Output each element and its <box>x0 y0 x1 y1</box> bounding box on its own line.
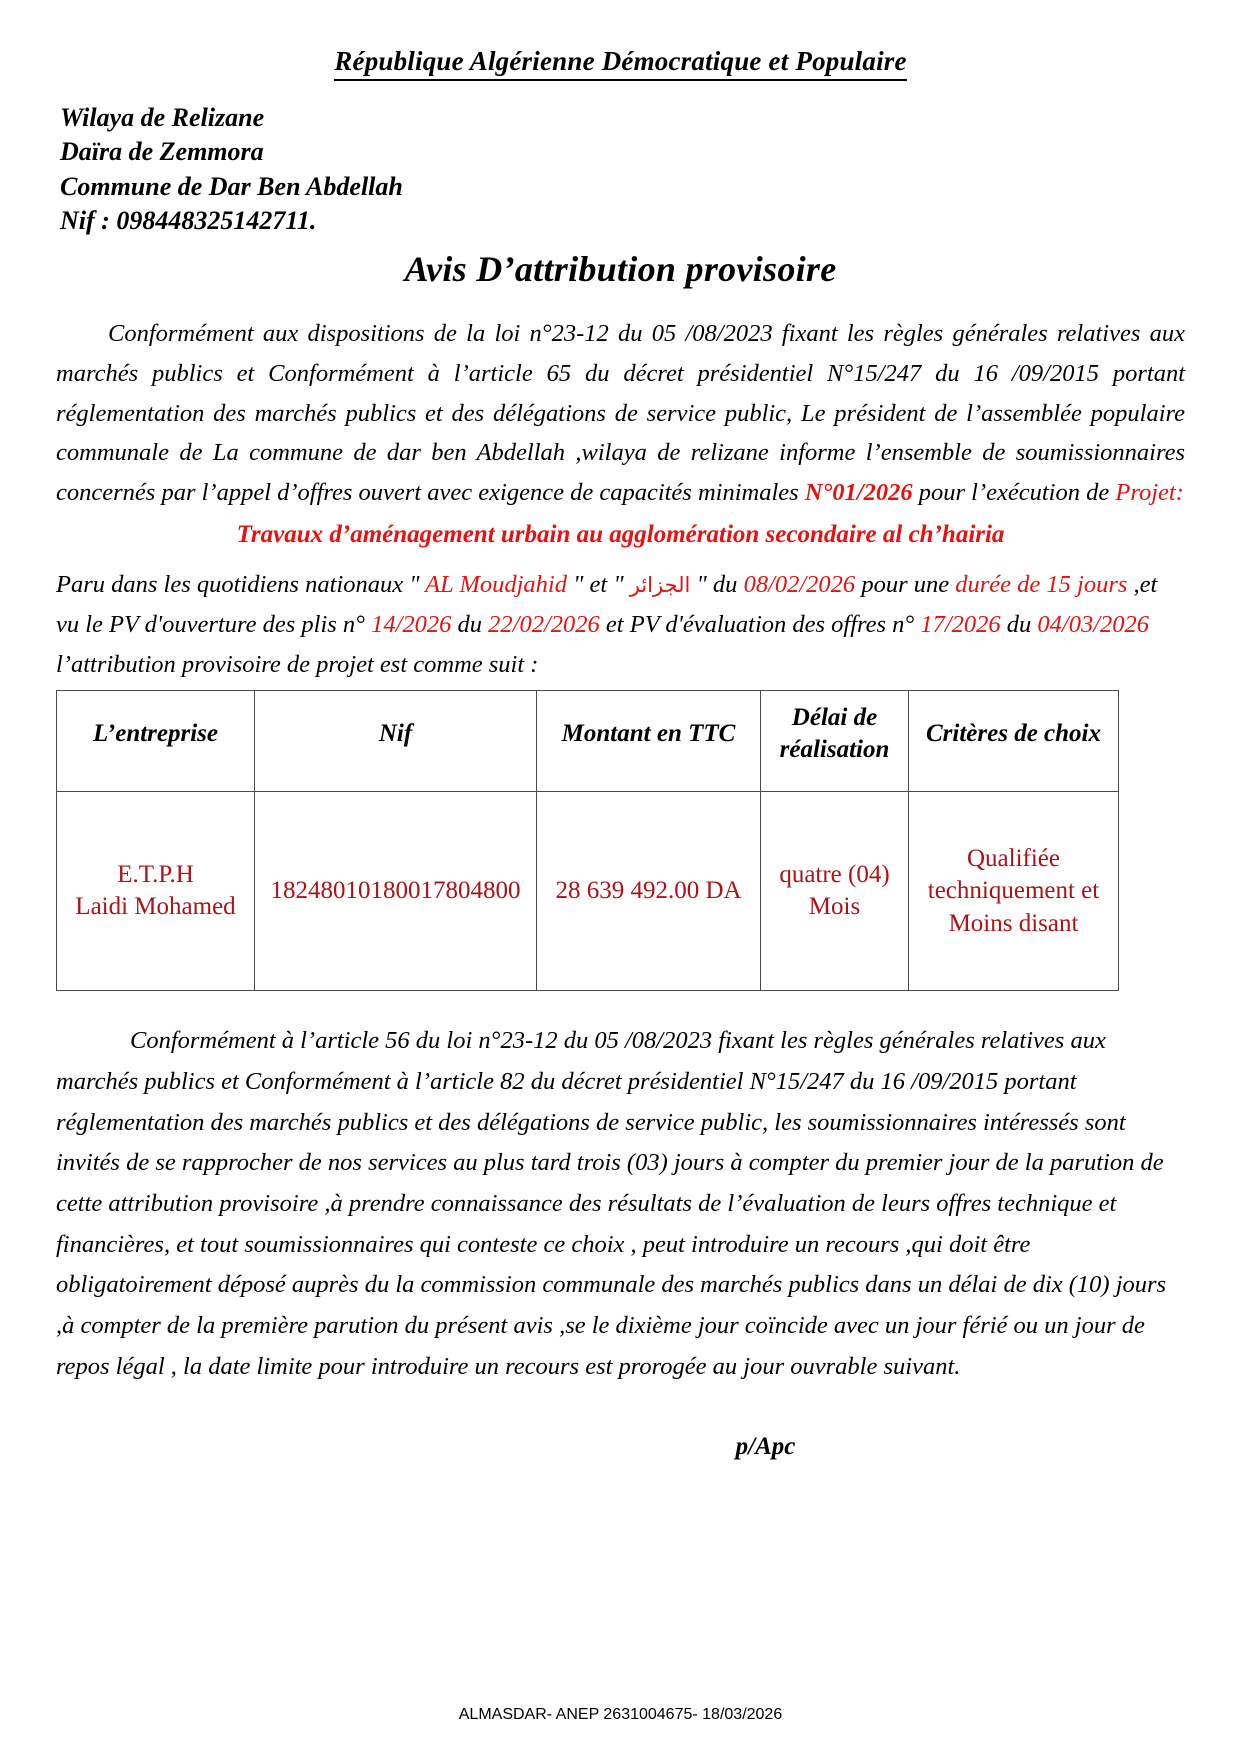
publication-text-2: " et " <box>566 571 630 599</box>
footer-reference: ALMASDAR- ANEP 2631004675- 18/03/2026 <box>458 1706 783 1723</box>
cell-delai: quatre (04) Mois <box>761 792 909 991</box>
cell-montant: 28 639 492.00 DA <box>537 792 761 991</box>
column-header-nif: Nif <box>255 691 537 792</box>
publication-duration: durée de 15 jours <box>955 571 1128 599</box>
newspaper-name-ar: الجزائر <box>629 573 691 598</box>
republic-heading-text: République Algérienne Démocratique et Populaire <box>334 46 906 81</box>
table-header-row <box>57 691 1119 792</box>
publication-text-8: du <box>1000 610 1038 638</box>
tender-number: N°01/2026 <box>804 479 913 506</box>
nif-line: Nif : 098448325142711. <box>60 205 317 235</box>
publication-text-4: pour une <box>855 571 956 599</box>
pv-evaluation-number: 17/2026 <box>920 610 1001 638</box>
cell-nif: 18248010180017804800 <box>255 792 537 991</box>
commune-line: Commune de Dar Ben Abdellah <box>60 171 403 201</box>
cell-entreprise <box>57 792 255 991</box>
publication-text-9: l’attribution provisoire de projet est comme suit : <box>56 650 539 678</box>
newspaper-name-fr: AL Moudjahid <box>425 571 567 599</box>
pv-opening-date: 22/02/2026 <box>488 610 600 638</box>
column-header-montant: Montant en TTC <box>537 691 761 792</box>
administrative-block <box>60 101 1185 238</box>
column-header-entreprise: L’entreprise <box>57 691 255 792</box>
award-table <box>56 690 1119 991</box>
page-title: Avis D’attribution provisoire <box>404 249 837 290</box>
publication-text-1: Paru dans les quotidiens nationaux " <box>56 571 426 599</box>
projet-label: Projet: <box>1115 479 1184 506</box>
publication-paragraph <box>56 565 1185 684</box>
intro-paragraph <box>56 314 1185 512</box>
entreprise-manager: Laidi Mohamed <box>75 893 236 921</box>
wilaya-line: Wilaya de Relizane <box>60 103 265 132</box>
table-row <box>57 792 1119 991</box>
pv-evaluation-date: 04/03/2026 <box>1037 610 1150 638</box>
intro-text-part1: Conformément aux dispositions de la loi n°23-12 du 05 /08/2023 fixant les règles générales relatives aux marchés publics et Conformément à l’article 65 du décret présidentiel N°15/247 du 16 /09/2015 portant réglementation des marchés publics et des délégations de service public, Le président de l’assemblée populaire communale de La commune de dar ben Abdellah ,wilaya de relizane informe l’ensemble de soumissionnaires concernés par l’appel d’offres ouvert avec exigence de capacités minimales <box>56 320 1185 506</box>
signature-line: p/Apc <box>735 1433 796 1461</box>
column-header-criteres: Critères de choix <box>909 691 1119 792</box>
project-title: Travaux d’aménagement urbain au agglomération secondaire al ch’hairia <box>236 520 1005 548</box>
publication-text-6: du <box>451 610 489 638</box>
republic-heading <box>56 46 1185 79</box>
cell-criteres: Qualifiée techniquement et Moins disant <box>909 792 1119 991</box>
pv-opening-number: 14/2026 <box>371 610 452 638</box>
intro-text-part2: pour l’exécution de <box>912 479 1116 506</box>
publication-text-7: et PV d'évaluation des offres n° <box>599 610 921 638</box>
entreprise-name: E.T.P.H <box>117 860 194 888</box>
publication-date: 08/02/2026 <box>743 571 856 599</box>
closing-paragraph: Conformément à l’article 56 du loi n°23-12 du 05 /08/2023 fixant les règles générales relatives aux marchés publics et Conformément à l’article 82 du décret présidentiel N°15/247 du 16 /09/2015 portant réglementation des marchés publics et des délégations de service public, les soumissionnaires intéressés sont invités de se rapprocher de nos services au plus tard trois (03) jours à compter du premier jour de la parution de cette attribution provisoire ,à prendre connaissance des résultats de l’évaluation de leurs offres technique et financières, et tout soumissionnaires qui conteste ce choix , peut introduire un recours ,qui doit être obligatoirement déposé auprès du la commission communale des marchés publics dans un délai de dix (10) jours ,à compter de la première parution du présent avis ,se le dixième jour coïncide avec un jour férié ou un jour de repos légal , la date limite pour introduire un recours est prorogée au jour ouvrable suivant. <box>56 1027 1167 1380</box>
column-header-delai: Délai de réalisation <box>761 691 909 792</box>
daira-line: Daïra de Zemmora <box>60 137 264 167</box>
publication-text-3: " du <box>690 571 744 599</box>
publication-text-5: ,et vu le PV d'ouverture des plis n° <box>56 571 1158 638</box>
